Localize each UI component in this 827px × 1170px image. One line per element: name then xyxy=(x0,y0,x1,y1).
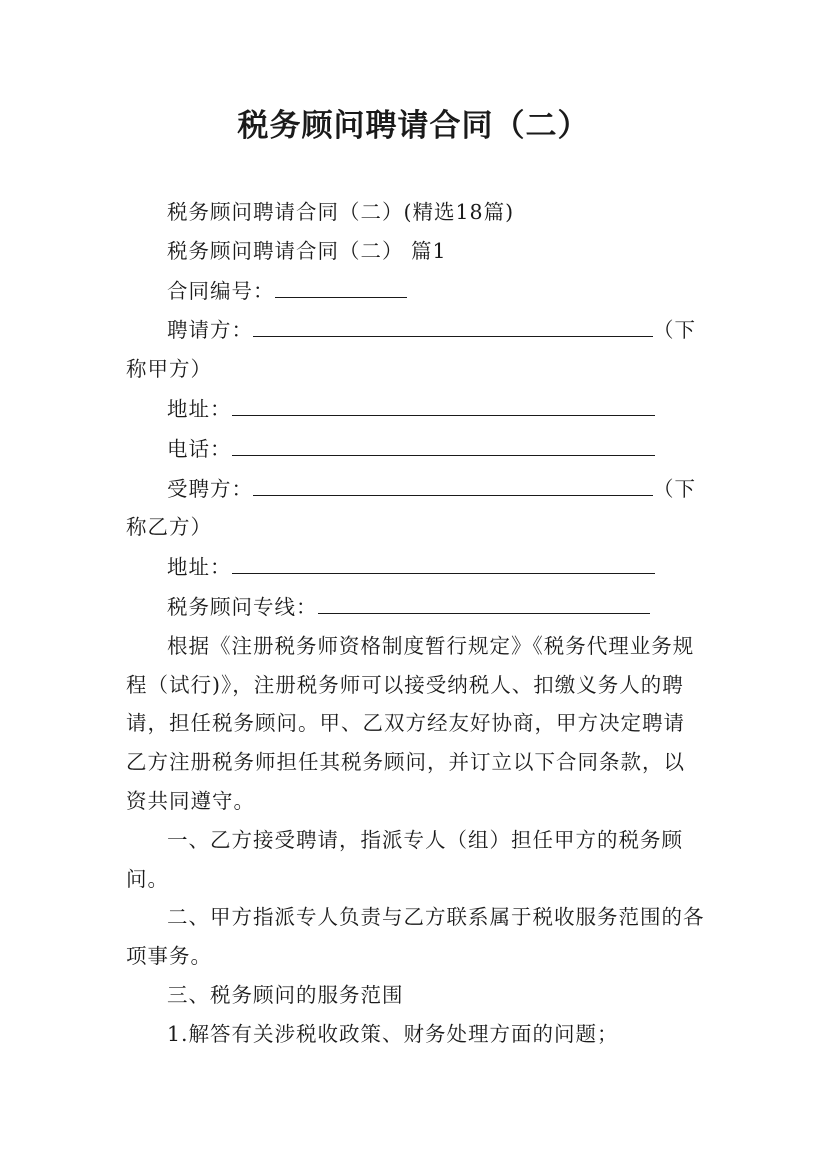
party-a-address-blank xyxy=(232,389,655,416)
party-b-blank xyxy=(253,469,653,496)
party-a-phone-blank xyxy=(232,429,655,456)
party-b-label: 受聘方： xyxy=(167,476,253,501)
document-title: 税务顾问聘请合同（二） xyxy=(237,108,590,144)
contract-number-label: 合同编号： xyxy=(167,278,275,303)
party-a-suffix: （下称甲方） xyxy=(126,318,696,382)
party-b-address-blank xyxy=(232,547,655,574)
party-b-suffix: （下称乙方） xyxy=(126,476,696,540)
hotline-blank xyxy=(318,587,650,614)
contract-number-line xyxy=(126,271,706,311)
hotline-line xyxy=(126,587,706,627)
contract-number-blank xyxy=(275,271,407,298)
document-body xyxy=(126,193,706,1054)
party-b-line xyxy=(126,469,706,548)
address-label: 地址： xyxy=(167,555,232,580)
party-a-phone-line xyxy=(126,429,706,469)
party-a-line xyxy=(126,310,706,389)
service-item-1: 1.解答有关涉税收政策、财务处理方面的问题； xyxy=(167,1021,619,1046)
part-heading: 税务顾问聘请合同（二） 篇1 xyxy=(167,238,447,263)
address-label: 地址： xyxy=(167,396,232,421)
party-a-label: 聘请方： xyxy=(167,318,253,343)
intro-paragraph: 根据《注册税务师资格制度暂行规定》《税务代理业务规程（试行)》，注册税务师可以接受纳税人、扣缴义务人的聘请，担任税务顾问。甲、乙双方经友好协商，甲方决定聘请乙方注册税务师担任其税务顾问，并订立以下合同条款，以资共同遵守。 xyxy=(126,633,695,813)
phone-label: 电话： xyxy=(167,436,232,461)
hotline-label: 税务顾问专线： xyxy=(167,594,318,619)
subtitle-paragraph: 税务顾问聘请合同（二）(精选18篇) xyxy=(167,200,515,224)
clause-1: 一、乙方接受聘请，指派专人（组）担任甲方的税务顾问。 xyxy=(126,827,683,891)
party-b-address-line xyxy=(126,547,706,587)
clause-3-heading: 三、税务顾问的服务范围 xyxy=(167,982,404,1007)
party-a-blank xyxy=(253,310,653,337)
clause-2: 二、甲方指派专人负责与乙方联系属于税收服务范围的各项事务。 xyxy=(126,905,705,969)
party-a-address-line xyxy=(126,389,706,429)
